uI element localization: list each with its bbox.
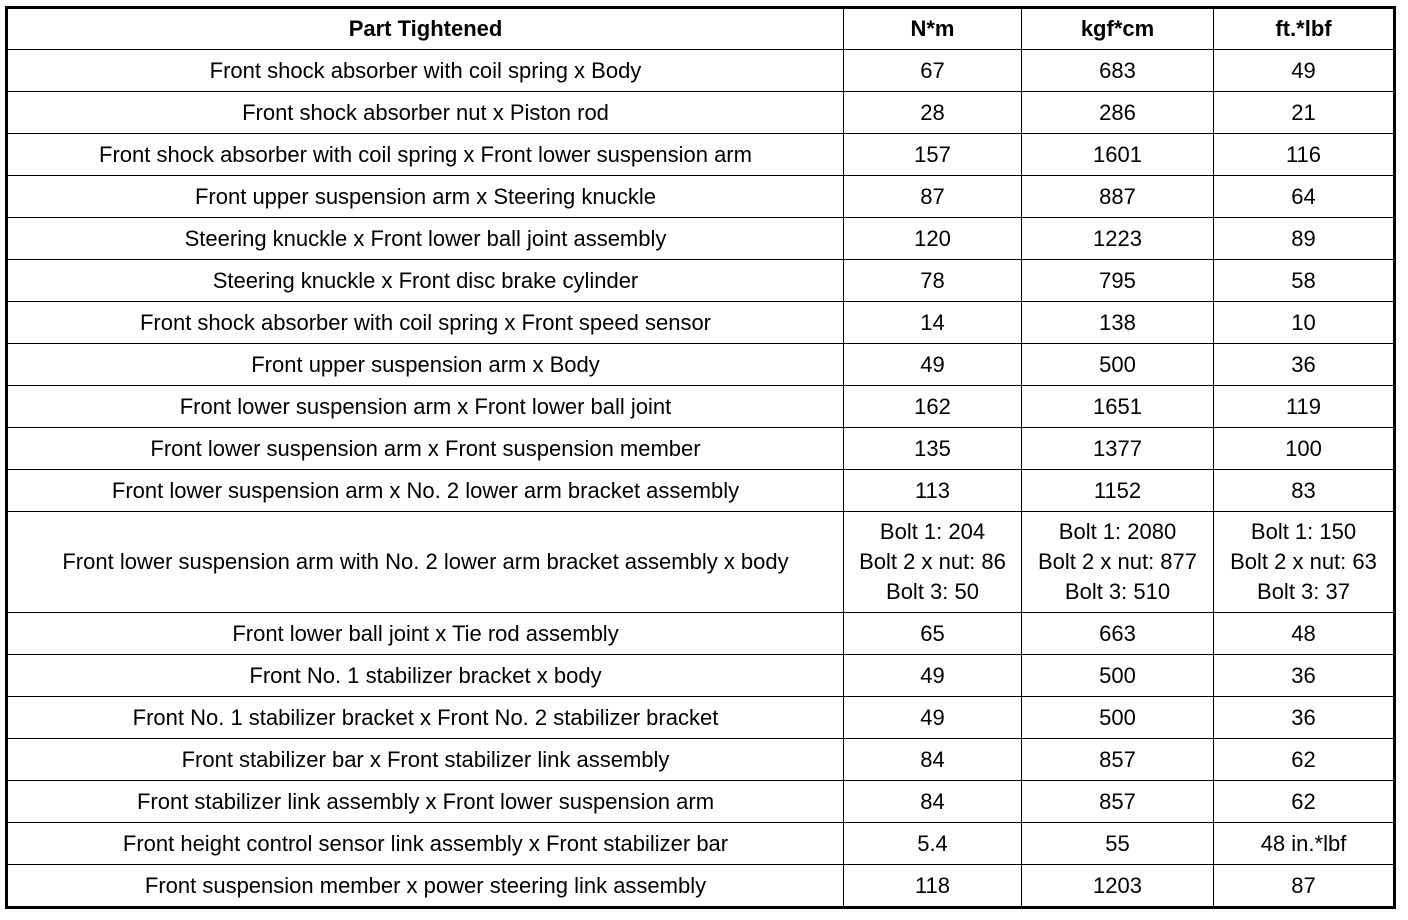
ft-lbf-cell: 87 bbox=[1214, 865, 1395, 908]
table-row bbox=[7, 470, 1395, 512]
part-cell: Front lower ball joint x Tie rod assembly bbox=[7, 613, 844, 655]
table-row bbox=[7, 613, 1395, 655]
part-cell: Front No. 1 stabilizer bracket x body bbox=[7, 655, 844, 697]
table-row bbox=[7, 302, 1395, 344]
nm-cell: 113 bbox=[844, 470, 1022, 512]
bolt-value: Bolt 1: 2080 bbox=[1058, 519, 1177, 544]
part-cell: Front lower suspension arm x No. 2 lower arm bracket assembly bbox=[7, 470, 844, 512]
ft-lbf-cell: 48 bbox=[1214, 613, 1395, 655]
part-cell: Front upper suspension arm x Steering knuckle bbox=[7, 176, 844, 218]
torque-spec-table bbox=[5, 6, 1396, 909]
kgf-cm-cell: 286 bbox=[1022, 92, 1214, 134]
part-cell: Front height control sensor link assembly x Front stabilizer bar bbox=[7, 823, 844, 865]
ft-lbf-cell: 58 bbox=[1214, 260, 1395, 302]
header-ft-lbf: ft.*lbf bbox=[1214, 8, 1395, 50]
bolt-value: Bolt 2 x nut: 877 bbox=[1038, 549, 1197, 574]
kgf-cm-cell: 857 bbox=[1022, 781, 1214, 823]
part-cell: Steering knuckle x Front disc brake cylinder bbox=[7, 260, 844, 302]
kgf-cm-cell: 1377 bbox=[1022, 428, 1214, 470]
kgf-cm-cell: 1223 bbox=[1022, 218, 1214, 260]
nm-cell: 162 bbox=[844, 386, 1022, 428]
nm-cell: 28 bbox=[844, 92, 1022, 134]
table-row-multi-bolt bbox=[7, 512, 1395, 613]
kgf-cm-cell: 500 bbox=[1022, 655, 1214, 697]
ft-lbf-cell: 21 bbox=[1214, 92, 1395, 134]
kgf-cm-cell: 887 bbox=[1022, 176, 1214, 218]
kgf-cm-cell: 500 bbox=[1022, 697, 1214, 739]
nm-cell: 5.4 bbox=[844, 823, 1022, 865]
table-row bbox=[7, 781, 1395, 823]
kgf-cm-cell: 1152 bbox=[1022, 470, 1214, 512]
table-header-row bbox=[7, 8, 1395, 50]
nm-cell: 49 bbox=[844, 655, 1022, 697]
table-row bbox=[7, 176, 1395, 218]
table-row bbox=[7, 344, 1395, 386]
ft-lbf-cell: 36 bbox=[1214, 697, 1395, 739]
kgf-cm-cell: 138 bbox=[1022, 302, 1214, 344]
table-row bbox=[7, 50, 1395, 92]
table-row bbox=[7, 92, 1395, 134]
nm-cell: 118 bbox=[844, 865, 1022, 908]
kgf-cm-cell: 1203 bbox=[1022, 865, 1214, 908]
ft-lbf-cell: 89 bbox=[1214, 218, 1395, 260]
bolt-value: Bolt 3: 510 bbox=[1064, 579, 1171, 604]
ft-lbf-cell: 36 bbox=[1214, 344, 1395, 386]
nm-cell: 65 bbox=[844, 613, 1022, 655]
nm-cell: 135 bbox=[844, 428, 1022, 470]
kgf-cm-cell bbox=[1022, 512, 1214, 613]
kgf-cm-cell: 55 bbox=[1022, 823, 1214, 865]
part-cell: Front shock absorber with coil spring x Body bbox=[7, 50, 844, 92]
part-cell: Front stabilizer link assembly x Front lower suspension arm bbox=[7, 781, 844, 823]
ft-lbf-cell: 49 bbox=[1214, 50, 1395, 92]
part-cell: Front lower suspension arm x Front suspension member bbox=[7, 428, 844, 470]
nm-cell: 49 bbox=[844, 697, 1022, 739]
table-row bbox=[7, 260, 1395, 302]
bolt-value: Bolt 3: 37 bbox=[1257, 579, 1350, 604]
ft-lbf-cell: 62 bbox=[1214, 739, 1395, 781]
kgf-cm-cell: 500 bbox=[1022, 344, 1214, 386]
table-row bbox=[7, 428, 1395, 470]
ft-lbf-cell: 119 bbox=[1214, 386, 1395, 428]
ft-lbf-cell: 36 bbox=[1214, 655, 1395, 697]
nm-cell: 49 bbox=[844, 344, 1022, 386]
table-row bbox=[7, 655, 1395, 697]
kgf-cm-cell: 663 bbox=[1022, 613, 1214, 655]
table-row bbox=[7, 823, 1395, 865]
header-kgf-cm: kgf*cm bbox=[1022, 8, 1214, 50]
table-row bbox=[7, 218, 1395, 260]
part-cell: Front stabilizer bar x Front stabilizer link assembly bbox=[7, 739, 844, 781]
table-row bbox=[7, 386, 1395, 428]
ft-lbf-cell: 10 bbox=[1214, 302, 1395, 344]
bolt-value: Bolt 3: 50 bbox=[886, 579, 979, 604]
part-cell: Front shock absorber with coil spring x Front lower suspension arm bbox=[7, 134, 844, 176]
ft-lbf-cell bbox=[1214, 512, 1395, 613]
kgf-cm-cell: 857 bbox=[1022, 739, 1214, 781]
part-cell: Front No. 1 stabilizer bracket x Front No. 2 stabilizer bracket bbox=[7, 697, 844, 739]
ft-lbf-cell: 62 bbox=[1214, 781, 1395, 823]
table-row bbox=[7, 134, 1395, 176]
bolt-value: Bolt 2 x nut: 86 bbox=[859, 549, 1006, 574]
nm-cell: 87 bbox=[844, 176, 1022, 218]
table-row bbox=[7, 739, 1395, 781]
nm-cell: 14 bbox=[844, 302, 1022, 344]
nm-cell: 120 bbox=[844, 218, 1022, 260]
bolt-value: Bolt 1: 150 bbox=[1250, 519, 1357, 544]
kgf-cm-cell: 795 bbox=[1022, 260, 1214, 302]
header-nm: N*m bbox=[844, 8, 1022, 50]
nm-cell: 78 bbox=[844, 260, 1022, 302]
part-cell: Front lower suspension arm x Front lower ball joint bbox=[7, 386, 844, 428]
ft-lbf-cell: 48 in.*lbf bbox=[1214, 823, 1395, 865]
kgf-cm-cell: 1601 bbox=[1022, 134, 1214, 176]
ft-lbf-cell: 83 bbox=[1214, 470, 1395, 512]
header-part-tightened: Part Tightened bbox=[7, 8, 844, 50]
ft-lbf-cell: 64 bbox=[1214, 176, 1395, 218]
nm-cell: 67 bbox=[844, 50, 1022, 92]
part-cell: Front upper suspension arm x Body bbox=[7, 344, 844, 386]
nm-cell: 157 bbox=[844, 134, 1022, 176]
part-cell: Front shock absorber nut x Piston rod bbox=[7, 92, 844, 134]
table-row bbox=[7, 865, 1395, 908]
nm-cell: 84 bbox=[844, 739, 1022, 781]
bolt-value: Bolt 1: 204 bbox=[879, 519, 986, 544]
kgf-cm-cell: 683 bbox=[1022, 50, 1214, 92]
nm-cell bbox=[844, 512, 1022, 613]
ft-lbf-cell: 116 bbox=[1214, 134, 1395, 176]
part-cell: Front suspension member x power steering link assembly bbox=[7, 865, 844, 908]
bolt-value: Bolt 2 x nut: 63 bbox=[1230, 549, 1377, 574]
table-row bbox=[7, 697, 1395, 739]
part-cell: Front shock absorber with coil spring x Front speed sensor bbox=[7, 302, 844, 344]
nm-cell: 84 bbox=[844, 781, 1022, 823]
kgf-cm-cell: 1651 bbox=[1022, 386, 1214, 428]
part-cell: Steering knuckle x Front lower ball joint assembly bbox=[7, 218, 844, 260]
ft-lbf-cell: 100 bbox=[1214, 428, 1395, 470]
part-cell: Front lower suspension arm with No. 2 lower arm bracket assembly x body bbox=[7, 512, 844, 613]
